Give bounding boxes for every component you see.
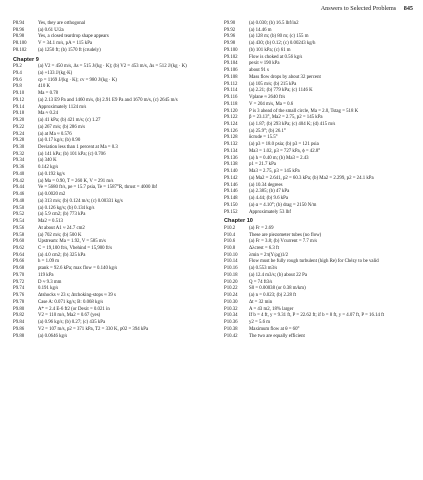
answer-text: (a) 267 m/s; (b) 286 m/s	[38, 124, 85, 130]
answer-text: S0 = 0.00038 (or 0.38 m/km)	[249, 286, 306, 292]
problem-number: P10.4	[224, 232, 236, 238]
answer-text: λmin = 2π(Y/ρg)1/2	[249, 252, 289, 258]
answer-text: V2 = 110 m/s, Ma2 = 0.67 (yes)	[38, 313, 101, 319]
answer-text: Δt = 32 min	[249, 299, 273, 305]
answer-entry	[13, 158, 205, 165]
answer-text: pexit ≈ 190 kPa	[249, 61, 280, 67]
problem-number: P10.20	[224, 279, 238, 285]
answer-text: cp = 1169 J/(kg · K); cv = 980 J/(kg · K)	[38, 77, 117, 83]
problem-number: P10.2	[224, 225, 236, 231]
answer-text: about 91 s	[249, 68, 269, 74]
problem-number: P9.8	[13, 84, 22, 90]
answer-entry	[13, 266, 205, 273]
answer-text: V = 204 m/s, Ma = 0.6	[249, 101, 294, 107]
answer-entry	[224, 233, 418, 240]
answer-entry	[224, 183, 418, 190]
answer-entry	[13, 273, 205, 280]
problem-number: P9.82	[13, 313, 25, 319]
problem-number: P8.94	[13, 21, 25, 26]
problem-number: P9.64	[13, 252, 25, 258]
answer-entry	[13, 48, 205, 55]
answer-text: (a) 0.96 kg/s; (b) 0.27; (c) 435 kPa	[38, 320, 106, 326]
problem-number: P10.22	[224, 286, 238, 292]
problem-number: P9.120	[224, 108, 238, 114]
answer-entry	[13, 28, 205, 35]
answer-entry	[224, 189, 418, 196]
problem-number: P9.92	[224, 27, 236, 33]
answer-entry	[224, 156, 418, 163]
answer-text: (a) 12.4 m3/s; (b) about 22 Pa	[249, 272, 307, 278]
answer-text: (a) 0.030; (b) 16.5 lbf/in2	[249, 21, 299, 26]
problem-number: P9.138	[224, 162, 238, 168]
running-header-title: Answers to Selected Problems	[320, 5, 397, 12]
answer-text: P is 3 ahead of the small circle, Ma = 2.0, Tstag = 518 K	[249, 108, 359, 114]
answer-entry	[224, 253, 418, 260]
answer-entry	[224, 122, 418, 129]
problem-number: P9.4	[13, 70, 22, 76]
answer-entry	[224, 210, 418, 217]
answer-text: (a) Ma = 0.90, T = 260 K, V = 291 m/s	[38, 178, 114, 184]
problem-number: P9.54	[13, 219, 25, 225]
problem-number: P9.40	[13, 171, 25, 177]
answer-entry	[224, 176, 418, 183]
answer-entry	[224, 41, 418, 48]
problem-number: P9.126	[224, 128, 238, 134]
problem-number: P9.2	[13, 64, 22, 70]
answer-entry	[13, 219, 205, 226]
answer-entry	[224, 102, 418, 109]
answer-entry	[13, 111, 205, 118]
problem-number: P9.74	[13, 286, 25, 292]
problem-number: P9.56	[13, 225, 25, 231]
answer-text: Approximately 53 lbf	[249, 209, 291, 215]
problem-number: P10.10	[224, 252, 238, 258]
answer-entry	[224, 75, 418, 82]
answer-entry	[13, 78, 205, 85]
answer-entry	[13, 300, 205, 307]
answer-text: The two are equally efficient	[249, 333, 305, 339]
problem-number: P9.134	[224, 148, 238, 154]
problem-number: P9.128	[224, 135, 238, 141]
problem-number: P9.18	[13, 111, 25, 117]
answer-entry	[13, 118, 205, 125]
answer-text: Deviation less than 1 percent at Ma = 0.3	[38, 144, 118, 150]
answer-text: Mass flow drops by about 32 percent	[249, 74, 321, 80]
problem-number: P10.6	[224, 239, 236, 245]
answer-text: Yes, a closed teardrop shape appears	[38, 34, 109, 40]
answer-text: (a) n = 0.023; (b) 2.28 ft	[249, 293, 297, 299]
answer-entry	[13, 125, 205, 132]
problem-number: P10.30	[224, 299, 238, 305]
answer-entry	[224, 68, 418, 75]
answer-entry	[13, 307, 205, 314]
answer-text: (a) 41 kPa; (b) 421 m/s; (c) 1.27	[38, 118, 101, 124]
problem-number: P9.52	[13, 212, 25, 218]
problem-number: P9.70	[13, 272, 25, 278]
answer-entry	[224, 129, 418, 136]
problem-number: P9.116	[224, 95, 238, 101]
problem-number: P10.18	[224, 272, 238, 278]
problem-number: P9.140	[224, 169, 238, 175]
answer-entry	[224, 327, 418, 334]
answer-text: (a) 141 kPa; (b) 101 kPa; (c) 0.706	[38, 151, 106, 157]
answer-entry	[224, 142, 418, 149]
problem-number: P9.152	[224, 209, 238, 215]
problem-number: P10.16	[224, 266, 238, 272]
problem-number: P9.102	[224, 54, 238, 60]
answer-text: (a) 5.9 cm2; (b) 773 kPa	[38, 212, 86, 218]
answer-text: A* = 2.4 E-6 ft2 (or Dexit = 0.021 in	[38, 306, 110, 312]
answer-text: (a) 105 m/s; (b) 215 kPa	[249, 81, 297, 87]
answer-text: (b) 101 kPa; (c) 61 m	[249, 47, 291, 53]
problem-number: P10.36	[224, 320, 238, 326]
answer-entry	[224, 28, 418, 35]
answer-text: Flow is choked at 0.56 kg/s	[249, 54, 303, 60]
problem-number: P9.100	[224, 47, 238, 53]
answer-text: (a) 2.21; (b) 779 kPa; (c) 1146 K	[249, 88, 313, 94]
answer-entry	[13, 253, 205, 260]
answer-text: Flow must be fully rough turbulent (high Re) for Chézy to be valid	[249, 259, 379, 265]
answer-entry	[224, 280, 418, 287]
problem-number: P9.36	[13, 165, 25, 171]
answer-entry	[13, 320, 205, 327]
problem-number: P9.24	[13, 131, 25, 137]
problem-number: P9.34	[13, 158, 25, 164]
answer-entry	[13, 239, 205, 246]
answer-entry	[13, 138, 205, 145]
answer-text: Vplane ≈ 2640 ft/s	[249, 95, 286, 101]
answer-text: (a) 10.34 degrees	[249, 182, 283, 188]
answer-text: (a) h = 0.40 m; (b) Ma3 = 2.43	[249, 155, 309, 161]
answer-text: (a) 2.385; (b) 47 kPa	[249, 189, 290, 195]
answer-text: If b = 4 ft, y = 9.31 ft, P = 22.62 ft; if b = 8 ft, y = 4.07 ft, P = 16.14 ft	[249, 313, 385, 319]
answers-column-left	[13, 21, 205, 340]
answer-entry	[224, 286, 418, 293]
problem-number: P9.44	[13, 185, 25, 191]
answer-text: p1 = 21.7 kPa	[249, 162, 276, 168]
answer-entry	[13, 165, 205, 172]
answer-text: (a) 702 m/s; (b) 500 K	[38, 232, 82, 238]
answer-text: At about A1 ≈ 24.7 cm2	[38, 225, 85, 231]
answer-entry	[13, 21, 205, 28]
answer-entry	[224, 61, 418, 68]
answer-entry	[224, 196, 418, 203]
answer-text: (a) α = 4.10°; (b) drag = 2150 N/m	[249, 202, 317, 208]
answer-entry	[224, 203, 418, 210]
answer-text: (a) 0.61 U/2a	[38, 27, 64, 33]
problem-number: P8.98	[13, 34, 25, 40]
answer-text: ptank = 92.6 kPa; max flow = 0.140 kg/s	[38, 266, 118, 272]
answer-entry	[13, 132, 205, 139]
problem-number: P9.58	[13, 232, 25, 238]
answer-text: (a) 4.0 cm2; (b) 325 kPa	[38, 252, 86, 258]
answer-entry	[224, 149, 418, 156]
answer-text: h = 1.09 m	[38, 259, 60, 265]
problem-number: P10.14	[224, 259, 238, 265]
answer-text: V = 34.1 m/s, pA = 115 kPa	[38, 41, 93, 47]
problem-number: P8.100	[13, 41, 27, 47]
answer-entry	[13, 145, 205, 152]
answer-entry	[13, 199, 205, 206]
problem-number: P9.148	[224, 196, 238, 202]
answer-entry	[13, 64, 205, 71]
answer-entry	[224, 48, 418, 55]
answer-entry	[224, 259, 418, 266]
answer-entry	[224, 82, 418, 89]
answer-entry	[13, 293, 205, 300]
answers-column-right	[224, 21, 418, 340]
problem-number: P9.32	[13, 151, 25, 157]
answer-text: Approximately 1124 m/s	[38, 104, 87, 110]
problem-number: P9.146	[224, 182, 238, 188]
problem-number: P9.84	[13, 320, 25, 326]
answer-text: (a) 1.87; (b) 293 kPa; (c) 404 K; (d) 415 m/s	[249, 122, 336, 128]
problem-number: P10.38	[224, 326, 238, 332]
answer-entry	[224, 109, 418, 116]
answer-entry	[13, 179, 205, 186]
answer-entry	[224, 34, 418, 41]
chapter-heading: Chapter 9	[13, 56, 39, 63]
problem-number: P9.108	[224, 74, 238, 80]
answer-entry	[13, 206, 205, 213]
answer-text: (a) 0.553 m3/s	[249, 266, 278, 272]
answer-text: (a) 128 m; (b) 80 m; (c) 155 m	[249, 34, 309, 40]
problem-number: P9.106	[224, 68, 238, 74]
problem-number: P9.14	[13, 104, 25, 110]
answer-text: (a) V2 = 450 m/s, Δs = 515 J/(kg · K); (b) V2 = 453 m/s, Δs = 512 J/(kg · K)	[38, 64, 187, 70]
problem-number: P9.112	[224, 81, 238, 87]
answer-entry	[13, 34, 205, 41]
problem-number: P9.146	[224, 189, 238, 195]
problem-number: P9.80	[13, 306, 25, 312]
answer-text: δcrude = 15.5°	[249, 135, 278, 141]
problem-number: P9.42	[13, 178, 25, 184]
answer-text: Ma3 = 1.02, p3 = 727 kPa, ϕ = 42.8°	[249, 148, 321, 154]
answer-text: (a) 0.17 kg/s; (b) 0.90	[38, 138, 81, 144]
answer-text: C = 19,100 ft/s, Vbehind = 15,900 ft/s	[38, 246, 112, 251]
chapter-heading: Chapter 10	[224, 218, 253, 225]
problem-number: P9.50	[13, 205, 25, 211]
answer-entry	[224, 246, 418, 253]
problem-number: P9.86	[13, 326, 25, 332]
problem-number: P10.42	[224, 333, 238, 339]
answer-entry	[13, 280, 205, 287]
answer-text: Ma2 = 0.513	[38, 219, 63, 225]
answer-text: Case A: 0.071 kg/s; B: 0.068 kg/s	[38, 299, 104, 305]
answer-text: (a) 430; (b) 0.12; (c) 0.00243 kg/h	[249, 41, 316, 47]
answer-entry	[224, 21, 418, 28]
answer-entry	[13, 84, 205, 91]
answer-entry	[224, 115, 418, 122]
problem-number: P9.114	[224, 88, 238, 94]
problem-number: P9.88	[13, 333, 25, 339]
problem-number: P10.32	[224, 306, 238, 312]
answer-text: 410 K	[38, 84, 50, 90]
problem-number: P9.98	[224, 41, 236, 47]
answer-text: (a) 25.9°; (b) 26.1°	[249, 128, 286, 134]
answer-entry	[224, 95, 418, 102]
problem-number: P9.122	[224, 115, 238, 121]
answer-text: Ma3 = 2.75, p3 = 145 kPa	[249, 169, 300, 175]
answer-entry	[224, 226, 418, 233]
answer-text: (a) Fr = 3.8; (b) Vcurrent = 7.7 m/s	[249, 239, 318, 245]
answer-text: (a) +133 J/(kg·K)	[38, 70, 73, 76]
answer-text: (a) p3 = 18.0 psia; (b) p3 = 121 psia	[249, 142, 319, 148]
running-header	[321, 5, 413, 12]
answer-text: Ma = 0.78	[38, 91, 59, 97]
answer-entry	[13, 41, 205, 48]
answer-text: (a) 2.13 E9 Pa and 1460 m/s, (b) 2.91 E9 Pa and 1670 m/s, (c) 2645 m/s	[38, 97, 178, 103]
answer-entry	[224, 307, 418, 314]
answer-entry	[13, 246, 205, 253]
answer-entry	[224, 169, 418, 176]
problem-number: P9.136	[224, 155, 238, 161]
problem-number: P9.96	[224, 34, 236, 40]
answer-entry	[13, 172, 205, 179]
answer-text: Δtshocks ≈ 23 s; Δtchoking-stops ≈ 39 s	[38, 293, 116, 299]
problem-number: P9.104	[224, 61, 238, 67]
answer-entry	[224, 162, 418, 169]
answer-text: (a) at Ma ≈ 0.576	[38, 131, 72, 137]
answer-text: β = 23.13°, Ma2 = 2.75, p2 = 145 kPa	[249, 115, 323, 121]
problem-number: P9.150	[224, 202, 238, 208]
answer-entry	[13, 185, 205, 192]
problem-number: P9.30	[13, 144, 25, 150]
problem-number: P9.62	[13, 246, 25, 251]
answer-entry	[13, 259, 205, 266]
problem-number: P9.48	[13, 198, 25, 204]
answer-entry	[224, 313, 418, 320]
answer-text: Δλcrest = 6.3 ft	[249, 246, 279, 251]
answer-text: Ve = 5680 ft/s, pe = 15.7 psia, Te = 1587°R, thrust = 4000 lbf	[38, 185, 157, 191]
answer-text: (a) 313 m/s; (b) 0.124 m/s; (c) 0.00331 kg/s	[38, 198, 123, 204]
answer-text: Maximum flow at θ = 60°	[249, 326, 300, 332]
answer-text: (a) 14.46 m	[249, 27, 272, 33]
answer-text: y2 = 5.6 m	[249, 320, 271, 326]
problem-number: P10.34	[224, 313, 238, 319]
answer-entry	[224, 55, 418, 62]
answer-entry	[13, 71, 205, 78]
answer-entry	[224, 239, 418, 246]
problem-number: P10.24	[224, 293, 238, 299]
answer-text: 0.191 kg/s	[38, 286, 59, 292]
answer-text: (a) 0.192 kg/s	[38, 171, 65, 177]
answer-text: (a) 0.126 kg/s; (b) 0.134 kg/s	[38, 205, 95, 211]
answer-text: V2 = 107 m/s, p2 = 371 kPa, T2 = 330 K, p02 = 394 kPa	[38, 326, 149, 332]
answer-entry	[224, 266, 418, 273]
answer-entry	[13, 98, 205, 105]
answer-text: (a) 340 K	[38, 158, 57, 164]
problem-number: P9.46	[13, 192, 25, 198]
answer-text: (a) 0.0646 kg/s	[38, 333, 68, 339]
answer-entry	[13, 286, 205, 293]
problem-number: P9.12	[13, 97, 25, 103]
answer-entry	[224, 273, 418, 280]
problem-number: P9.118	[224, 101, 238, 107]
answer-entry	[224, 334, 418, 341]
problem-number: P9.132	[224, 142, 238, 148]
problem-number: P9.76	[13, 293, 25, 299]
answer-entry	[13, 233, 205, 240]
problem-number: P9.28	[13, 138, 25, 144]
problem-number: P9.78	[13, 299, 25, 305]
problem-number: P9.90	[224, 21, 236, 26]
problem-number: P8.102	[13, 47, 27, 53]
answer-text: (a) 0.0020 m2	[38, 192, 66, 198]
answer-text: Ma ≈ 0.24	[38, 111, 59, 117]
problem-number: P9.6	[13, 77, 22, 83]
answer-text: (a) Fr = 2.69	[249, 225, 274, 231]
problem-number: P9.60	[13, 239, 25, 245]
answer-text: Yes, they are orthogonal	[38, 21, 86, 26]
answer-entry	[13, 192, 205, 199]
answer-text: (a) 1250 ft; (b) 1570 ft (crudely)	[38, 47, 101, 53]
answer-entry	[13, 91, 205, 98]
answer-text: Q = 74 ft3/s	[249, 279, 273, 285]
answer-entry	[13, 212, 205, 219]
problem-number: P9.20	[13, 118, 25, 124]
answer-text: Upstream: Ma = 1.92, V = 585 m/s	[38, 239, 106, 245]
answer-entry	[224, 320, 418, 327]
problem-number: P9.68	[13, 266, 25, 272]
answer-entry	[224, 88, 418, 95]
answer-text: (a) Ma2 = 2.641, p2 = 60.3 kPa; (b) Ma2 = 2.299, p2 = 24.1 kPa	[249, 175, 374, 181]
answer-text: 119 kPa	[38, 272, 54, 278]
answer-text: (a) 4.44; (b) 9.6 kPa	[249, 196, 289, 202]
answer-text: A = 43 m2, 18% larger	[249, 306, 294, 312]
answer-text: 0.142 kg/s	[38, 165, 59, 171]
answer-entry	[224, 135, 418, 142]
problem-number: P9.66	[13, 259, 25, 265]
answer-entry	[13, 334, 205, 341]
page-number: 845	[403, 5, 413, 12]
answer-entry	[224, 300, 418, 307]
problem-number: P9.142	[224, 175, 238, 181]
problem-number: P9.22	[13, 124, 25, 130]
answer-text: These are piezometer tubes (no flow)	[249, 232, 322, 238]
problem-number: P9.124	[224, 122, 238, 128]
answer-text: D ≈ 9.3 mm	[38, 279, 62, 285]
answer-entry	[13, 327, 205, 334]
problem-number: P9.10	[13, 91, 25, 97]
answer-entry	[13, 313, 205, 320]
problem-number: P10.8	[224, 246, 236, 251]
problem-number: P8.96	[13, 27, 25, 33]
answer-entry	[13, 226, 205, 233]
problem-number: P9.72	[13, 279, 25, 285]
answer-entry	[13, 105, 205, 112]
answer-entry	[224, 293, 418, 300]
answer-entry	[13, 152, 205, 159]
